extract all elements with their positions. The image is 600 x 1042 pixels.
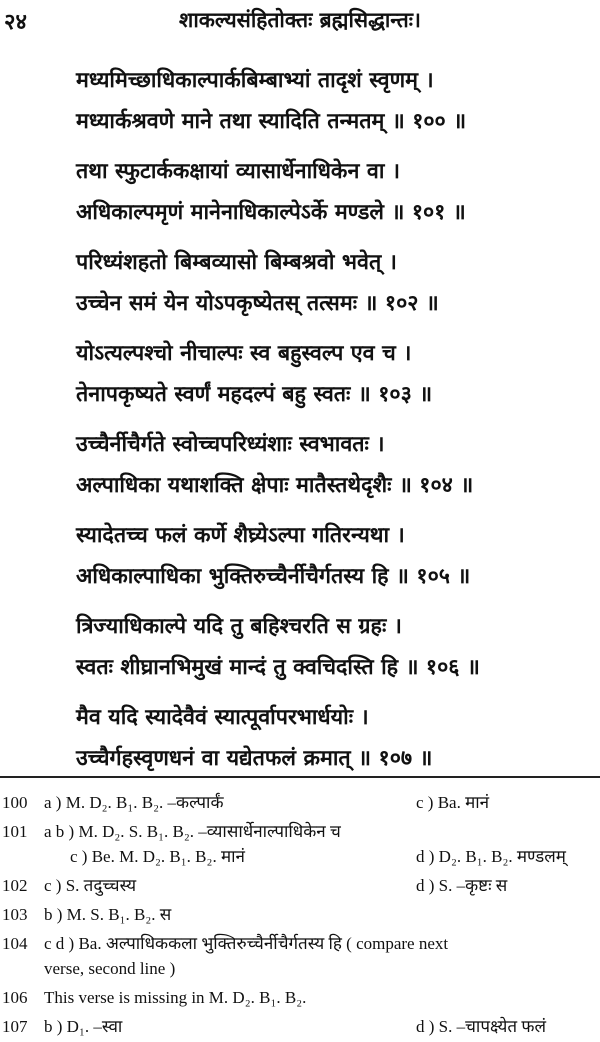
footnote-number: 106 — [2, 988, 28, 1007]
verse-106 — [76, 606, 596, 688]
verse-line: तेनापकृष्यते स्वर्णं महदल्पं बहु स्वतः ॥ १०३ ॥ — [76, 382, 433, 407]
footnote-variant: c d ) Ba. अल्पाधिककला भुक्तिरुच्चैर्नीचैर्गतस्य हि ( compare next — [44, 934, 449, 953]
footnote-number: 102 — [2, 876, 28, 895]
verse-107 — [76, 697, 596, 779]
running-title: शाकल्यसंहितोक्तः ब्रह्मसिद्धान्तः। — [179, 7, 421, 32]
verse-104 — [76, 424, 596, 506]
verse-line: स्यादेतच्च फलं कर्णे शैघ्र्येऽल्पा गतिरन्यथा । — [76, 523, 405, 548]
footnote-variant: b ) M. S. B₁. B₂. स — [44, 905, 172, 924]
verse-line: उच्चैर्नीचैर्गते स्वोच्चपरिध्यंशाः स्वभावतः । — [76, 432, 385, 457]
footnote-variant: d ) S. –कृष्टः स — [416, 876, 508, 895]
verse-line: मध्यार्कश्रवणे माने तथा स्यादिति तन्मतम् ॥ १०० ॥ — [76, 109, 467, 134]
footnote-number: 100 — [2, 793, 28, 812]
footnote-104 — [0, 931, 600, 981]
verse-line: मैव यदि स्यादेवैवं स्यात्पूर्वापरभार्धयोः । — [76, 705, 369, 730]
verse-line: उच्चेन समं येन योऽपकृष्येतस् तत्समः ॥ १०२ ॥ — [76, 291, 439, 316]
footnote-102 — [0, 873, 600, 898]
footnote-note: This verse is missing in M. D₂. B₁. B₂. — [44, 988, 307, 1007]
footnotes — [0, 790, 600, 1042]
verse-line: योऽत्यल्पश्चो नीचाल्पः स्व बहुस्वल्प एव च । — [76, 341, 412, 366]
verse-block — [0, 46, 600, 779]
footnote-variant: c ) Be. M. D₂. B₁. B₂. मानं — [70, 847, 245, 866]
verse-101 — [76, 151, 596, 233]
verse-line: स्वतः शीघ्रानभिमुखं मान्दं तु क्वचिदस्ति हि ॥ १०६ ॥ — [76, 655, 480, 680]
footnote-number: 107 — [2, 1017, 28, 1036]
footnote-101 — [0, 819, 600, 869]
footnote-variant: d ) D₂. B₁. B₂. मण्डलम् — [416, 847, 566, 866]
footnote-variant: c ) S. तदुच्चस्य — [44, 876, 137, 895]
verse-line: मध्यमिच्छाधिकाल्पार्कबिम्बाभ्यां तादृशं स्वृणम् । — [76, 68, 434, 93]
footnote-100 — [0, 790, 600, 815]
verse-102 — [76, 242, 596, 324]
footnote-variant: a ) M. D₂. B₁. B₂. –कल्पार्कं — [44, 793, 224, 812]
footnote-variant: d ) S. –चापक्ष्येत फलं — [416, 1017, 546, 1036]
verse-line: अल्पाधिका यथाशक्ति क्षेपाः मातैस्तथेदृशैः ॥ १०४ ॥ — [76, 473, 474, 498]
footnote-variant: verse, second line ) — [44, 959, 176, 978]
footnote-number: 103 — [2, 905, 28, 924]
verse-105 — [76, 515, 596, 597]
verse-line: उच्चैर्गहस्वृणधनं वा यद्येतफलं क्रमात् ॥ १०७ ॥ — [76, 746, 433, 771]
page-number: २४ — [4, 9, 27, 35]
verse-line: अधिकाल्पमृणं मानेनाधिकाल्पेऽर्के मण्डले ॥ १०१ ॥ — [76, 200, 466, 225]
page-header — [0, 2, 600, 42]
footnote-103 — [0, 902, 600, 927]
verse-line: त्रिज्याधिकाल्पे यदि तु बहिश्चरति स ग्रहः । — [76, 614, 402, 639]
footnote-variant: a b ) M. D₂. S. B₁. B₂. –व्यासार्धेनाल्पाधिकेन च — [44, 822, 341, 841]
footnote-number: 104 — [2, 934, 28, 953]
footnote-number: 101 — [2, 822, 28, 841]
footnote-divider — [0, 776, 600, 778]
verse-100 — [76, 60, 596, 142]
verse-line: परिध्यंशहतो बिम्बव्यासो बिम्बश्रवो भवेत् । — [76, 250, 397, 275]
footnote-107 — [0, 1014, 600, 1039]
footnote-variant: c ) Ba. मानं — [416, 793, 490, 812]
verse-line: तथा स्फुटार्ककक्षायां व्यासार्धेनाधिकेन वा । — [76, 159, 401, 184]
footnote-variant: b ) D₁. –स्वा — [44, 1017, 123, 1036]
verse-line: अधिकाल्पाधिका भुक्तिरुच्चैर्नीचैर्गतस्य हि ॥ १०५ ॥ — [76, 564, 471, 589]
verse-103 — [76, 333, 596, 415]
footnote-106 — [0, 985, 600, 1010]
